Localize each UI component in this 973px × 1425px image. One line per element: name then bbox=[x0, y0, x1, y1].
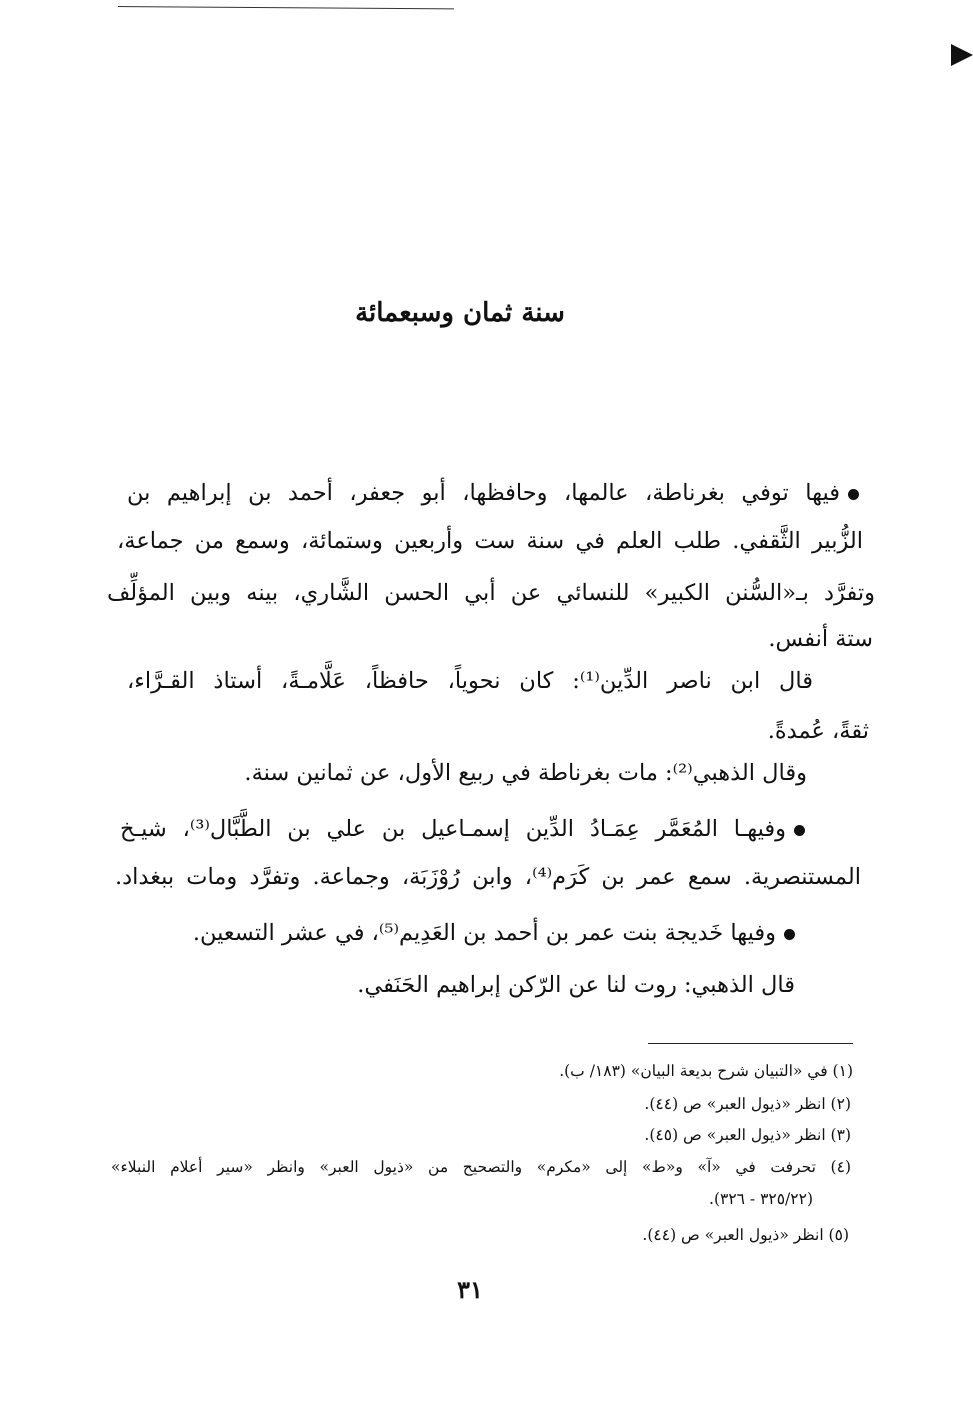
scan-artifact-line bbox=[118, 6, 454, 9]
footnote-1: (١) في «التبيان شرح بديعة البيان» (١٨٣/ ب). bbox=[559, 1062, 853, 1080]
body-line-5: قال ابن ناصر الدِّين⁽¹⁾: كان نحوياً، حافظاً، عَلَّامـةً، أستاذ القـرَّاء، bbox=[127, 668, 814, 694]
footnote-5: (٥) انظر «ذيول العبر» ص (٤٤). bbox=[642, 1226, 849, 1244]
bullet-icon bbox=[794, 825, 805, 836]
footnote-4: (٤) تحرفت في «آ» و«ط» إلى «مكرم» والتصحيح من «ذيول العبر» وانظر «سير أعلام النبلاء» bbox=[111, 1158, 851, 1176]
page-number: ٣١ bbox=[457, 1275, 483, 1304]
body-line-9: المستنصرية. سمع عمر بن كَرَم⁽⁴⁾، وابن رُوْزَبَة، وجماعة. وتفرَّد ومات ببغداد. bbox=[115, 864, 861, 890]
body-line-4: ستة أنفس. bbox=[768, 626, 873, 652]
body-line-2: الزُّبير الثَّقفي. طلب العلم في سنة ست وأربعين وستمائة، وسمع من جماعة، bbox=[117, 528, 863, 554]
footnote-separator bbox=[648, 1043, 853, 1044]
bullet-icon bbox=[784, 929, 795, 940]
body-line-7: وقال الذهبي⁽²⁾: مات بغرناطة في ربيع الأول، عن ثمانين سنة. bbox=[244, 760, 807, 786]
footnote-2: (٢) انظر «ذيول العبر» ص (٤٤). bbox=[644, 1095, 851, 1113]
footnote-3: (٣) انظر «ذيول العبر» ص (٤٥). bbox=[644, 1126, 851, 1144]
footnote-4-continuation: (٣٢٥/٢٢ - ٣٢٦). bbox=[709, 1190, 813, 1208]
body-line-8: وفيهـا المُعَمَّر عِمَـادُ الدِّين إسمـاعيل بن علي بن الطَّبَّال⁽³⁾، شيـخ bbox=[120, 818, 805, 841]
body-line-3: وتفرَّد بـ«السُّنن الكبير» للنسائي عن أبي الحسن الشَّاري، بينه وبين المؤلِّف bbox=[107, 580, 875, 606]
triangle-marker-icon bbox=[951, 44, 973, 66]
body-line-1: فيها توفي بغرناطة، عالمها، وحافظها، أبو جعفر، أحمد بن إبراهيم بن bbox=[127, 482, 859, 505]
page-title: سنة ثمان وسبعمائة bbox=[355, 298, 565, 328]
body-line-11: قال الذهبي: روت لنا عن الرّكن إبراهيم الحَنَفي. bbox=[357, 972, 795, 998]
bullet-icon bbox=[848, 489, 859, 500]
body-line-6: ثقةً، عُمدةً. bbox=[767, 718, 869, 744]
body-line-10: وفيها خَديجة بنت عمر بن أحمد بن العَدِيم⁽⁵⁾، في عشر التسعين. bbox=[193, 922, 795, 945]
